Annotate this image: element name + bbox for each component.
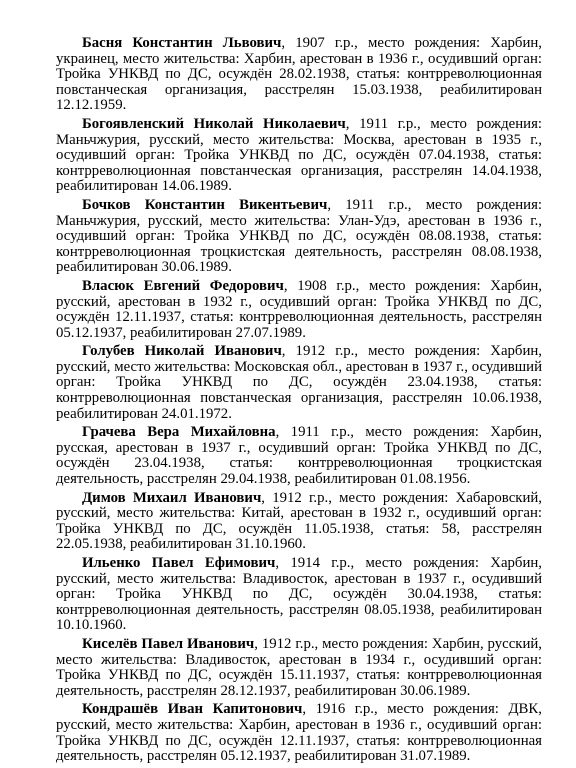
person-details: , 1912 г.р., место рождения: Хабаровский, русский, место жительства: Китай, арестован в 1932 г., осудивший орган: Тройка УНКВД по ДС, осуждён 11.05.1938, статья: 58, расстрелян 22.05.1938, реабилитирован 31.10.1960.: [56, 489, 542, 553]
entry-dimov: [56, 491, 542, 553]
person-details: , 1908 г.р., место рождения: Харбин, русский, арестован в 1932 г., осудивший орган: Тройка УНКВД по ДС, осуждён 12.11.1937, статья: контрреволюционная деятельность, расстрелян 05.12.1937, реабилитирован 27.07.1989.: [56, 277, 542, 341]
entry-gracheva: [56, 425, 542, 487]
document-page: [56, 36, 542, 768]
person-details: , 1911 г.р., место рождения: Маньчжурия, русский, место жительства: Москва, арестован в 1935 г., осудивший орган: Тройка УНКВД по ДС, осуждён 07.04.1938, статья: контрреволюционная повстанческая организация, расстрелян 14.04.1938, реабилитирован 14.06.1989.: [56, 115, 542, 195]
entry-kiselev: [56, 637, 542, 699]
person-name: Голубев Николай Иванович: [82, 343, 282, 360]
entry-kondrashev: [56, 702, 542, 764]
person-name: Димов Михаил Иванович: [82, 489, 262, 506]
person-name: Кондрашёв Иван Капитонович: [82, 701, 303, 718]
person-name: Власюк Евгений Федорович: [82, 277, 284, 294]
entry-vlasyuk: [56, 279, 542, 341]
person-details: , 1912 г.р., место рождения: Харбин, русский, место жительства: Московская обл., арестован в 1937 г., осудивший орган: Тройка УНКВД по ДС, осуждён 23.04.1938, статья: контрреволюционная повстанческая организация, расстрелян 10.06.1938, реабилитирован 24.01.1972.: [56, 343, 542, 422]
person-details: , 1911 г.р., место рождения: Маньчжурия, русский, место жительства: Улан-Удэ, арестован в 1936 г., осудивший орган: Тройка УНКВД по ДС, осуждён 08.08.1938, статья: контрреволюционная троцкистская деятельность, расстрелян 08.08.1938, реабилитирован 30.06.1989.: [56, 196, 542, 276]
entry-ilyenko: [56, 556, 542, 634]
person-details: , 1911 г.р., место рождения: Харбин, русская, арестован в 1937 г., осудивший орган: Тройка УНКВД по ДС, осуждён 23.04.1938, статья: контрреволюционная троцкистская деятельность, расстрелян 29.04.1938, реабилитирован 01.08.1956.: [56, 424, 542, 488]
entry-bogoyavlensky: [56, 117, 542, 195]
person-details: , 1912 г.р., место рождения: Харбин, русский, место жительства: Владивосток, арестован в 1934 г., осудивший орган: Тройка УНКВД по ДС, осуждён 15.11.1937, статья: контрреволюционная деятельность, расстрелян 28.12.1937, реабилитирован 30.06.1989.: [56, 635, 542, 699]
person-details: , 1916 г.р., место рождения: ДВК, русский, место жительства: Харбин, арестован в 1936 г., осудивший орган: Тройка УНКВД по ДС, осуждён 12.11.1937, статья: контрреволюционная деятельность, расстрелян 05.12.1937, реабилитирован 31.07.1989.: [56, 701, 542, 765]
entry-basnya: [56, 36, 542, 114]
person-name: Киселёв Павел Иванович: [82, 635, 255, 652]
person-name: Ильенко Павел Ефимович: [82, 555, 276, 571]
person-name: Грачева Вера Михайловна: [82, 424, 276, 441]
entry-bochkov: [56, 198, 542, 276]
person-details: , 1914 г.р., место рождения: Харбин, русский, место жительства: Владивосток, арестован в 1937 г., осудивший орган: Тройка УНКВД по ДС, осуждён 30.04.1938, статья: контрреволюционная деятельность, расстрелян 08.05.1938, реабилитирован 10.10.1960.: [56, 555, 542, 634]
entry-golubev: [56, 344, 542, 422]
person-details: , 1907 г.р., место рождения: Харбин, украинец, место жительства: Харбин, арестован в 1936 г., осудивший орган: Тройка УНКВД по ДС, осуждён 28.02.1938, статья: контрреволюционная повстанческая организация, расстрелян 15.03.1938, реабилитирован 12.12.1959.: [56, 35, 542, 114]
person-name: Басня Константин Львович: [82, 35, 282, 51]
person-name: Бочков Константин Викентьевич: [82, 196, 328, 213]
person-name: Богоявленский Николай Николаевич: [82, 115, 346, 132]
